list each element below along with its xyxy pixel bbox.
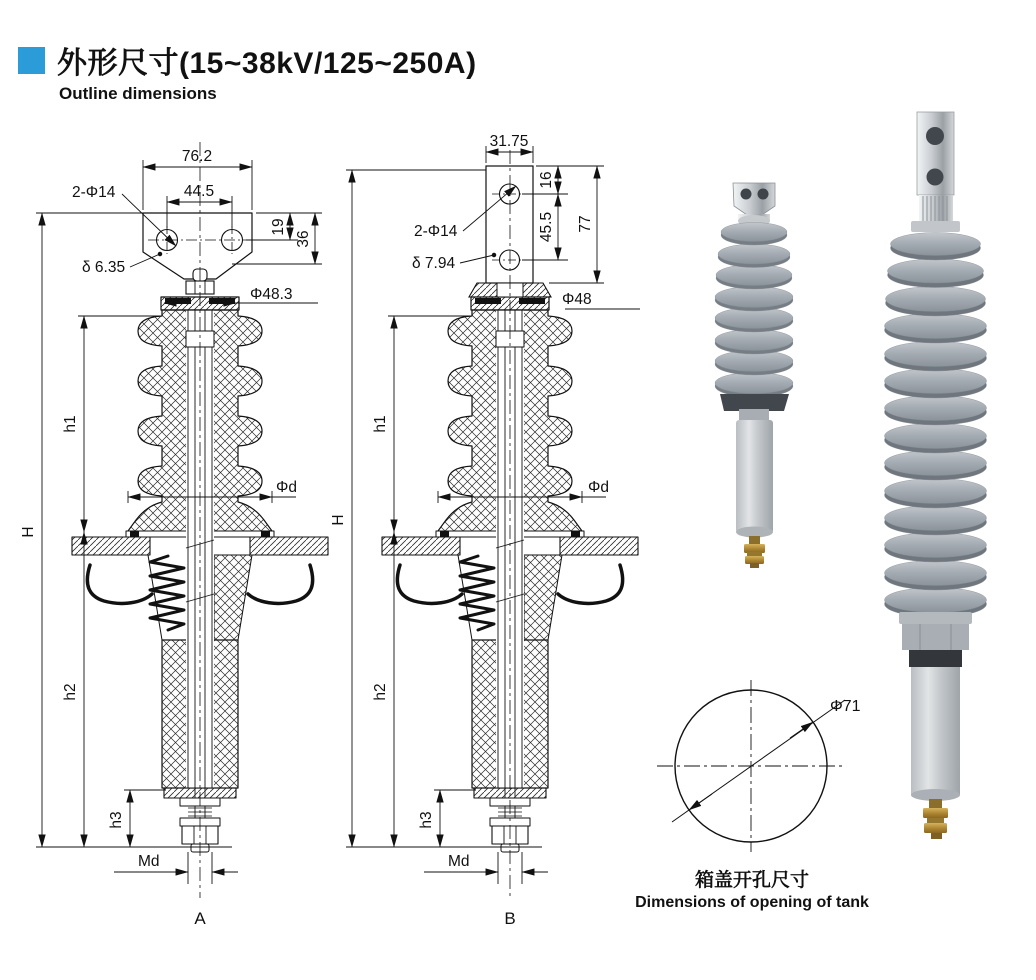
page-title: 外形尺寸(15~38kV/125~250A) xyxy=(57,47,477,80)
drawing-a-caption: A xyxy=(194,909,206,928)
dim-b-phi-d: Φd xyxy=(588,479,609,496)
dim-b-plate-thickness: δ 7.94 xyxy=(412,255,456,272)
dim-b-h3: h3 xyxy=(418,811,435,829)
bushing-photo-small xyxy=(715,183,793,568)
dim-a-thread: Md xyxy=(138,853,160,870)
dim-a-h3: h3 xyxy=(108,811,125,829)
dim-a-holes: 2-Φ14 xyxy=(72,184,116,201)
dim-a-hole-spacing: 44.5 xyxy=(183,183,215,200)
bushing-photo-large xyxy=(885,112,987,839)
dim-b-overall-height: H xyxy=(330,514,347,526)
dim-a-h1: h1 xyxy=(62,415,79,433)
dim-a-hole-offset: 19 xyxy=(270,218,287,236)
dim-a-overall-height: H xyxy=(20,526,37,538)
dim-b-hole-offset: 16 xyxy=(538,171,555,189)
tank-opening-diagram xyxy=(635,680,869,911)
dim-b-hole-spacing: 45.5 xyxy=(538,211,555,243)
tank-opening-caption-en: Dimensions of opening of tank xyxy=(635,894,869,911)
dim-a-h2: h2 xyxy=(62,683,79,701)
dim-b-h2: h2 xyxy=(372,683,389,701)
dim-b-holes: 2-Φ14 xyxy=(414,223,458,240)
dim-a-phi-d: Φd xyxy=(276,479,297,496)
tank-opening-caption-zh: 箱盖开孔尺寸 xyxy=(694,870,810,891)
drawing-a xyxy=(20,142,328,928)
dim-b-cap-diameter: Φ48 xyxy=(562,291,592,308)
dim-a-plate-thickness: δ 6.35 xyxy=(82,259,126,276)
page-subtitle: Outline dimensions xyxy=(59,84,217,103)
dim-b-h1: h1 xyxy=(372,415,389,433)
large-bushing-stud xyxy=(923,799,948,839)
dim-a-cap-diameter: Φ48.3 xyxy=(250,286,293,303)
dim-a-bracket-height: 36 xyxy=(295,230,312,248)
large-bushing-sheds xyxy=(885,233,987,618)
small-bushing-sheds xyxy=(715,223,793,398)
dim-b-top-width: 31.75 xyxy=(489,133,529,150)
tank-opening-diameter: Φ71 xyxy=(830,698,861,715)
dim-b-thread: Md xyxy=(448,853,470,870)
drawing-b-caption: B xyxy=(504,909,516,928)
dim-b-tab-height: 77 xyxy=(577,215,594,233)
crimp-ridges xyxy=(923,196,947,221)
dim-a-top-width: 76.2 xyxy=(181,148,213,165)
small-bushing-stud xyxy=(744,536,765,568)
